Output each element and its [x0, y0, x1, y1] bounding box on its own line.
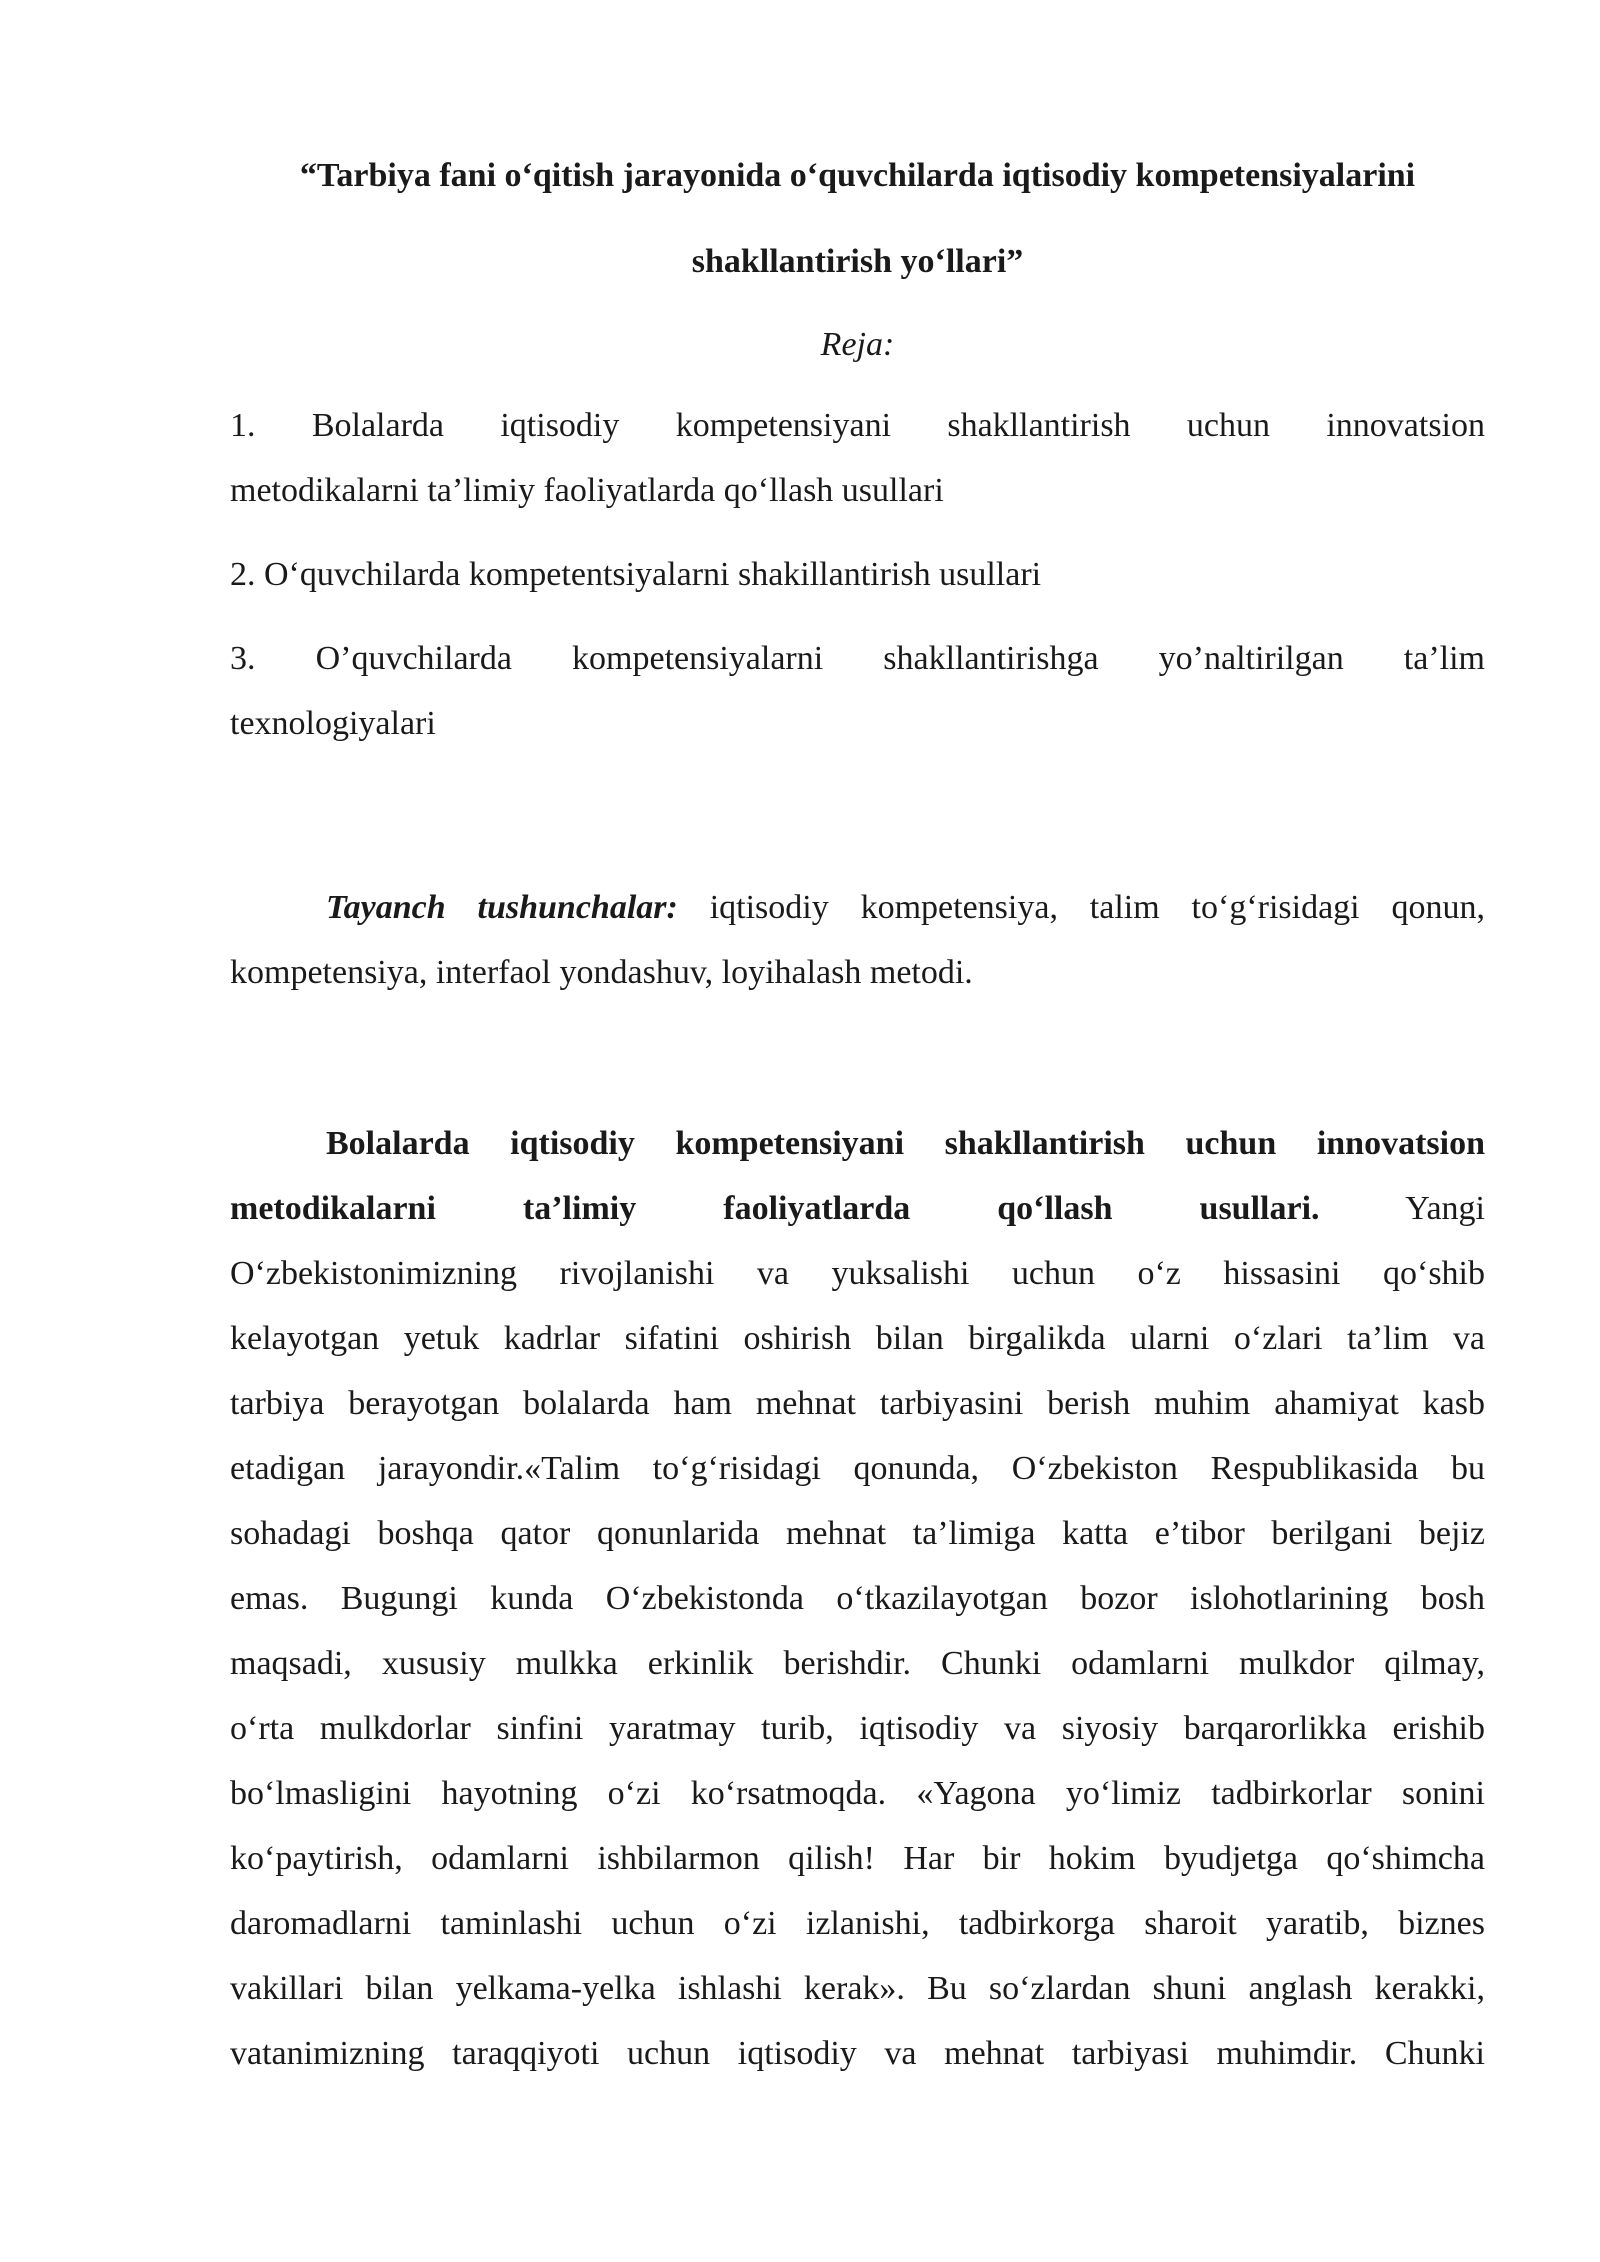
body-line: O‘zbekistonimizning rivojlanishi va yuksalishi uchun o‘z hissasini qo‘shib	[230, 1255, 1485, 1292]
body-line: emas. Bugungi kunda O‘zbekistonda o‘tkazilayotgan bozor islohotlarining bosh	[230, 1580, 1485, 1617]
keywords-line-1-text: iqtisodiy kompetensiya, talim to‘g‘risidagi qonun,	[677, 889, 1486, 926]
body-line: sohadagi boshqa qator qonunlarida mehnat ta’limiga katta e’tibor berilgani bejiz	[230, 1515, 1485, 1552]
plan-item-3-line-2: texnologiyalari	[230, 705, 436, 742]
body-line: ko‘paytirish, odamlarni ishbilarmon qilish! Har bir hokim byudjetga qo‘shimcha	[230, 1840, 1485, 1877]
body-line: o‘rta mulkdorlar sinfini yaratmay turib, iqtisodiy va siyosiy barqarorlikka erishib	[230, 1710, 1485, 1747]
body-line: bo‘lmasligini hayotning o‘zi ko‘rsatmoqda. «Yagona yo‘limiz tadbirkorlar sonini	[230, 1775, 1485, 1812]
document-content	[230, 143, 1485, 2086]
keywords-line-2: kompetensiya, interfaol yondashuv, loyihalash metodi.	[230, 954, 973, 991]
section-heading-bold-end: metodikalarni ta’limiy faoliyatlarda qo‘llash usullari.	[230, 1190, 1320, 1227]
title-line-2: shakllantirish yo‘llari”	[691, 243, 1024, 280]
plan-item-1-line-2: metodikalarni ta’limiy faoliyatlarda qo‘llash usullari	[230, 472, 944, 509]
plan-heading: Reja:	[820, 326, 895, 363]
title-line-1: “Tarbiya fani o‘qitish jarayonida o‘quvchilarda iqtisodiy kompetensiyalarini	[299, 157, 1416, 194]
section-heading-line-2	[230, 1176, 1485, 1241]
body-line: tarbiya berayotgan bolalarda ham mehnat tarbiyasini berish muhim ahamiyat kasb	[230, 1385, 1485, 1422]
body-line: etadigan jarayondir.«Talim to‘g‘risidagi qonunda, O‘zbekiston Respublikasida bu	[230, 1450, 1485, 1487]
body-line: vakillari bilan yelkama-yelka ishlashi kerak». Bu so‘zlardan shuni anglash kerakki,	[230, 1970, 1485, 2007]
keywords-line-1	[230, 875, 1485, 940]
section-heading-line-2-text: Yangi	[1319, 1190, 1485, 1227]
plan-item-1-line-1: 1. Bolalarda iqtisodiy kompetensiyani shakllantirish uchun innovatsion	[230, 407, 1485, 444]
plan-item-3	[230, 626, 1485, 756]
plan-item-1	[230, 393, 1485, 523]
section-heading-line-1: Bolalarda iqtisodiy kompetensiyani shakllantirish uchun innovatsion	[326, 1125, 1485, 1162]
document-title	[230, 133, 1485, 305]
plan-item-3-line-1: 3. O’quvchilarda kompetensiyalarni shakllantirishga yo’naltirilgan ta’lim	[230, 640, 1485, 677]
section-paragraph	[230, 1111, 1485, 2086]
keywords-paragraph	[230, 875, 1485, 1005]
keywords-label: Tayanch tushunchalar:	[326, 889, 678, 926]
body-line: daromadlarni taminlashi uchun o‘zi izlanishi, tadbirkorga sharoit yaratib, biznes	[230, 1905, 1485, 1942]
body-line: kelayotgan yetuk kadrlar sifatini oshirish bilan birgalikda ularni o‘zlari ta’lim va	[230, 1320, 1485, 1357]
plan-item-2-line-1: 2. O‘quvchilarda kompetentsiyalarni shakillantirish usullari	[230, 556, 1042, 593]
body-line: vatanimizning taraqqiyoti uchun iqtisodiy va mehnat tarbiyasi muhimdir. Chunki	[230, 2035, 1485, 2072]
plan-item-2	[230, 542, 1485, 607]
body-line: maqsadi, xususiy mulkka erkinlik berishdir. Chunki odamlarni mulkdor qilmay,	[230, 1645, 1485, 1682]
